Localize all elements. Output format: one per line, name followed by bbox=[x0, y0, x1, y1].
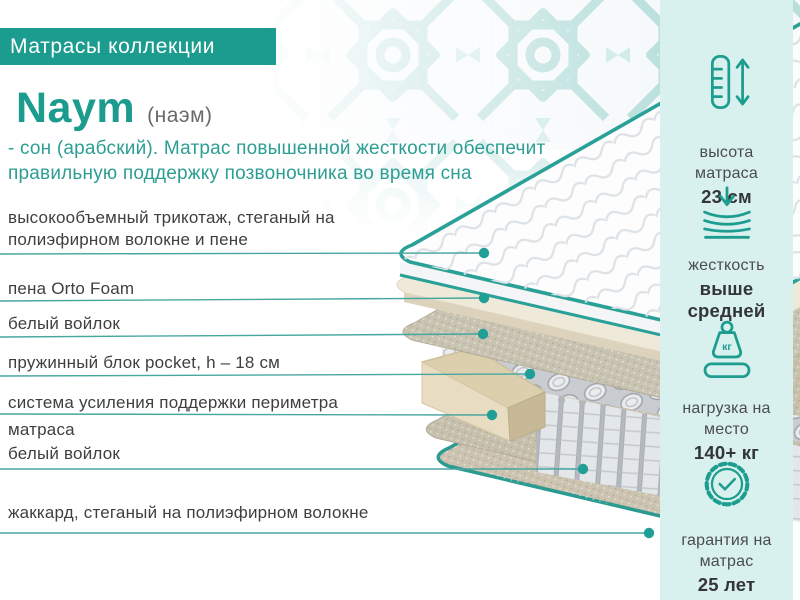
spec-label: гарантия на матрас bbox=[681, 532, 772, 570]
product-name-block bbox=[16, 84, 213, 133]
spec-label: жесткость bbox=[688, 257, 765, 274]
product-name: Naym bbox=[16, 84, 136, 132]
page-title: Матрасы коллекции bbox=[10, 35, 216, 58]
firmness-icon bbox=[697, 186, 757, 242]
product-description: - сон (арабский). Матрас повышенной жесткости обеспечит правильную поддержку позвоночника во время сна bbox=[8, 138, 546, 184]
product-transcription: (наэм) bbox=[147, 104, 213, 127]
spec-label: высота матраса bbox=[695, 144, 758, 182]
specs-sidebar bbox=[660, 0, 793, 600]
load-icon-kg-text: кг bbox=[721, 341, 732, 354]
warranty-icon bbox=[701, 458, 753, 510]
spec-warranty bbox=[660, 458, 793, 596]
spec-firmness bbox=[660, 186, 793, 322]
layer-label-orto-foam: пена Orto Foam bbox=[8, 279, 135, 298]
spec-max-load bbox=[660, 318, 793, 464]
spec-value: 23 см bbox=[701, 186, 752, 207]
spec-mattress-height bbox=[660, 46, 793, 208]
spec-value: выше средней bbox=[687, 278, 766, 321]
layer-label-white-felt: белый войлок bbox=[8, 314, 120, 333]
spec-value: 140+ кг bbox=[693, 442, 760, 463]
load-icon bbox=[694, 318, 760, 384]
layer-label-perimeter-support: система усиления поддержки периметра матраса bbox=[8, 393, 339, 439]
header-bar bbox=[0, 28, 276, 65]
mattress-height-icon bbox=[694, 46, 760, 118]
layer-label-white-felt-2: белый войлок bbox=[8, 444, 120, 463]
spec-value: 25 лет bbox=[697, 574, 756, 595]
layer-label-jacquard: жаккард, стеганый на полиэфирном волокне bbox=[8, 503, 369, 522]
spec-label: нагрузка на место bbox=[682, 400, 771, 438]
layer-label-pocket-springs: пружинный блок pocket, h – 18 см bbox=[8, 353, 281, 372]
layer-label-knit: высокообъемный трикотаж, стеганый на полиэфирном волокне и пене bbox=[8, 208, 335, 249]
